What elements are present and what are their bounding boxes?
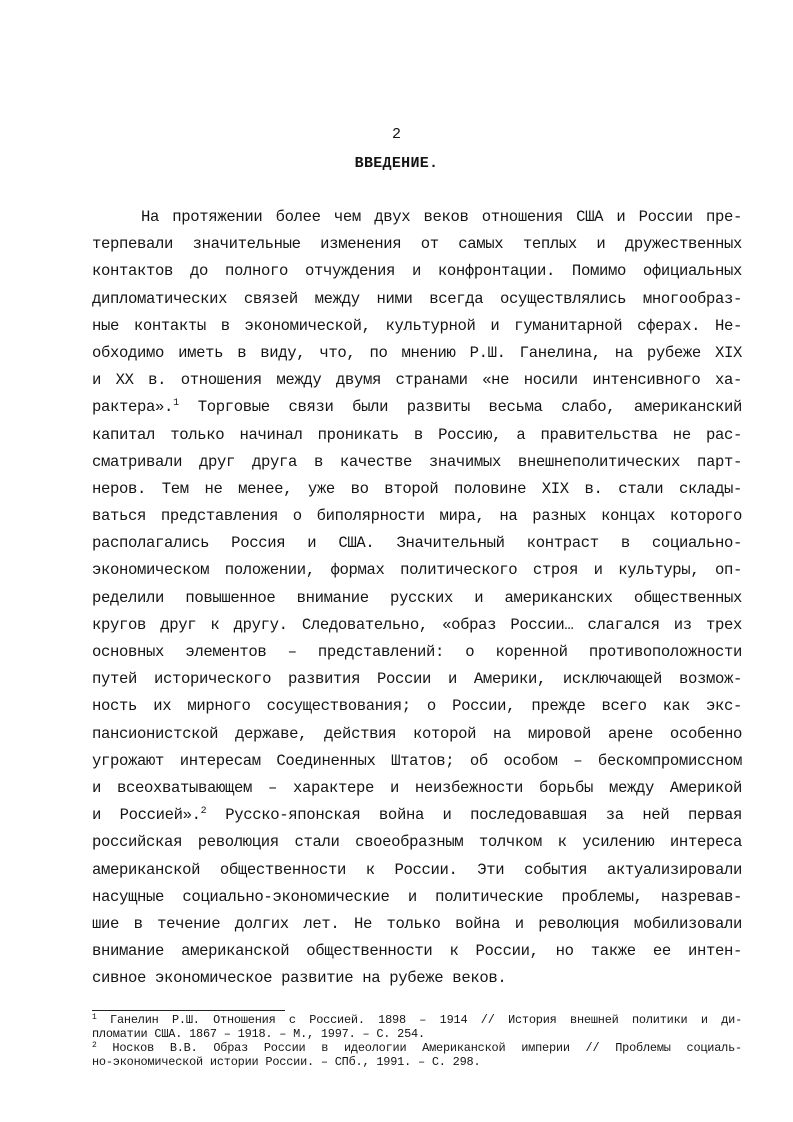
text-line: ность их мирного сосуществования; о России, прежде всего как экс- bbox=[92, 697, 742, 716]
text-line: насущные социально-экономические и политические проблемы, назревав- bbox=[92, 887, 742, 906]
text-line: экономическом положении, формах политического строя и культуры, оп- bbox=[92, 561, 742, 580]
text-line bbox=[92, 802, 742, 829]
body-text bbox=[92, 204, 742, 992]
text-line: неров. Тем не менее, уже во второй половине XIX в. стали склады- bbox=[92, 479, 742, 498]
page-number: 2 bbox=[391, 126, 401, 143]
text-line: дипломатических связей между ними всегда осуществлялись многообраз- bbox=[92, 289, 742, 308]
text-line: обходимо иметь в виду, что, по мнению Р.Ш. Ганелина, на рубеже XIX bbox=[92, 343, 742, 362]
text-line: и всеохватывающем – характере и неизбежности борьбы между Америкой bbox=[92, 778, 742, 797]
text-line: внимание американской общественности к России, но также ее интен- bbox=[92, 942, 742, 961]
text-line: сивное экономическое развитие на рубеже веков. bbox=[92, 969, 507, 988]
footnote-reference[interactable]: 2 bbox=[200, 806, 207, 818]
footnote-line bbox=[92, 1014, 742, 1028]
footnote-text: Носков В.В. Образ России в идеологии Американской империи // Проблемы социаль- bbox=[96, 1040, 742, 1055]
footnote-divider bbox=[92, 1010, 285, 1011]
text-line: На протяжении более чем двух веков отношения США и России пре- bbox=[141, 208, 742, 226]
text-line: ределили повышенное внимание русских и американских общественных bbox=[92, 588, 742, 607]
text-line: шие в течение долгих лет. Не только война и революция мобилизовали bbox=[92, 914, 742, 933]
text-fragment: и Россией». bbox=[92, 806, 201, 825]
footnote-text: Ганелин Р.Ш. Отношения с Россией. 1898 – 1914 // История внешней политики и ди- bbox=[96, 1013, 742, 1027]
text-fragment: Русско-японская война и последовавшая за ней первая bbox=[206, 806, 743, 825]
text-line: терпевали значительные изменения от самых теплых и дружественных bbox=[92, 235, 742, 254]
footnote-line: но-экономической истории России. – СПб., 1991. – С. 298. bbox=[92, 1054, 481, 1069]
text-line: российская революция стали своеобразным толчком к усилению интереса bbox=[92, 833, 742, 852]
footnotes bbox=[92, 1014, 742, 1070]
text-line: угрожают интересам Соединенных Штатов; об особом – бескомпромиссном bbox=[92, 751, 742, 770]
text-line: основных элементов – представлений: о коренной противоположности bbox=[92, 643, 742, 661]
text-line: капитал только начинал проникать в Россию, а правительства не рас- bbox=[92, 425, 742, 444]
text-line bbox=[92, 394, 742, 421]
footnote-reference[interactable]: 1 bbox=[173, 398, 180, 410]
text-line: кругов друг к другу. Следовательно, «образ России… слагался из трех bbox=[92, 615, 742, 634]
text-line: ваться представления о биполярности мира, на разных концах которого bbox=[92, 507, 742, 526]
text-line: и XX в. отношения между двумя странами «не носили интенсивного ха- bbox=[92, 371, 742, 390]
text-line: сматривали друг друга в качестве значимых внешнеполитических парт- bbox=[92, 452, 742, 471]
text-line: пансионистской державе, действия которой на мировой арене особенно bbox=[92, 724, 742, 743]
section-heading: ВВЕДЕНИЕ. bbox=[354, 155, 439, 172]
footnote-line: пломатии США. 1867 – 1918. – М., 1997. – С. 254. bbox=[92, 1026, 425, 1041]
text-line: американской общественности к России. Эти события актуализировали bbox=[92, 860, 742, 879]
text-line: ные контакты в экономической, культурной и гуманитарной сферах. Не- bbox=[92, 316, 742, 335]
text-line: располагались Россия и США. Значительный контраст в социально- bbox=[92, 534, 742, 553]
footnote-marker: 1 bbox=[92, 1013, 97, 1022]
footnote-line bbox=[92, 1042, 742, 1056]
text-fragment: рактера». bbox=[92, 398, 174, 417]
footnote-marker: 2 bbox=[92, 1040, 97, 1050]
text-line: путей исторического развития России и Америки, исключающей возмож- bbox=[92, 670, 742, 689]
text-fragment: Торговые связи были развиты весьма слабо, американский bbox=[179, 398, 742, 417]
text-line: контактов до полного отчуждения и конфронтации. Помимо официальных bbox=[92, 262, 742, 281]
